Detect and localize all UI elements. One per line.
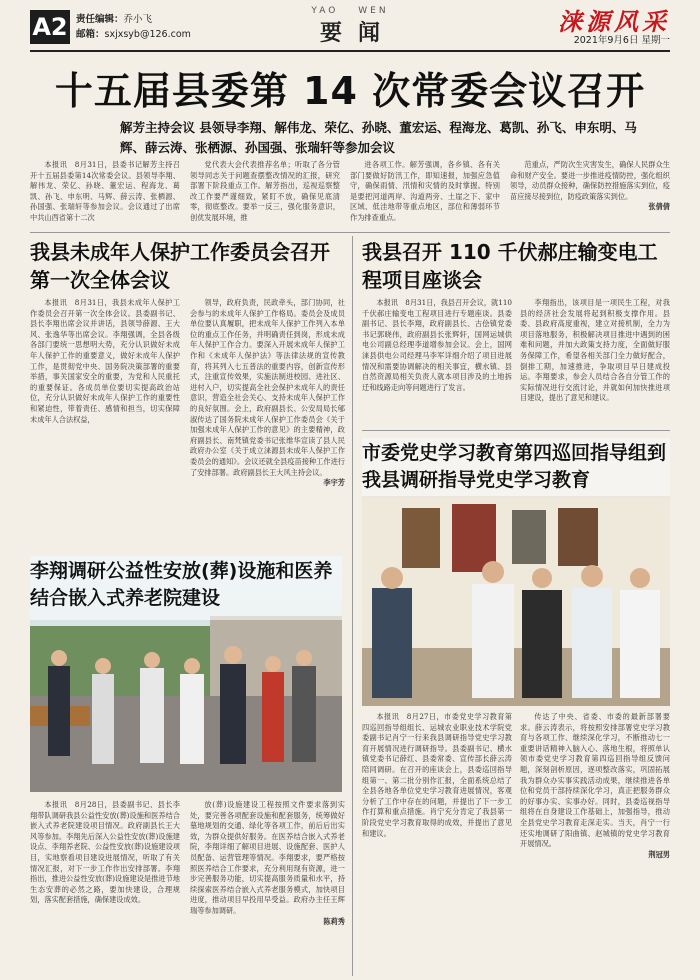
lead-column-1: 本报讯 8月31日，县委书记解芳主持召开十五届县委第14次常委会议。县领导李翔、解伟龙、荣亿、孙晓、董宏运、程海龙、葛凯、孙飞、申东明、马辉、薛云涛、张栖源、孙国强、张瑞轩等参加会议。会议通过了出席中共山西省第十二次 [30, 160, 180, 222]
minors-author: 李宇芳 [323, 478, 345, 488]
eldercare-article-title: 李翔调研公益性安放(葬)设施和医养结合嵌入式养老院建设 [30, 560, 333, 609]
lead-column-4: 范重点，严防次生灾害发生，确保人民群众生命和财产安全。要进一步推进疫情防控，强化组织领导，动员群众接种，确保防控措施落实到位，疫苗应接尽接到位，防疫政策落实到位。 张倩倩 [510, 160, 670, 212]
section-header [280, 6, 420, 47]
lead-column-2: 党代表大会代表推荐名单；听取了各分管领导同志关于问题查摆整改情况的汇报，研究部署下阶段重点工作。解芳指出，巡视巡察整改工作要严谨细致，紧盯不放，确保见底清零，彻底整改。要举一反三，强化服务意识，创优发展环境，推 [190, 160, 340, 222]
lead-headline: 十五届县委第 14 次常委会议召开 [54, 69, 646, 113]
editor-label: 责任编辑： [76, 14, 124, 25]
editor-info [76, 12, 191, 42]
party-history-photo [362, 438, 670, 706]
divider [30, 232, 670, 233]
eldercare-column-2: 放(葬)设施建设工程按照文件要求落到实处，要完善各项配套设施和配套服务，统筹做好墓地规划的交通、绿化等各项工作，前后后出实效，为群众提供好服务。在医养结合嵌入式养老院，李翔详细了解项目进展、设施配套、医护人员配备、运营管理等情况。李翔要求，要严格按照医养结合工作要求，充分利用现有资源，进一步完善服务功能，切实提高服务质量和水平，持续探索医养结合嵌入式养老服务模式，加快项目进度，推动项目早投用早受益。政府办主任王辉瑞等参加调研。 陈莉秀 [190, 800, 345, 926]
eldercare-author: 陈莉秀 [323, 916, 345, 926]
email-label: 邮箱： [76, 29, 105, 40]
party-history-article-title: 市委党史学习教育第四巡回指导组到我县调研指导党史学习教育 [362, 442, 667, 491]
masthead-rule [30, 50, 670, 52]
party-history-column-2: 传达了中央、省委、市委的最新部署要求。薛云涛表示，将按照安排部署党史学习教育与各项工作、继续深化学习，不断推动七一重要讲话精神入脑入心、落地生根，将照单认领市委党史学习教育第四巡回指导组反馈问题，深刻剖析原因，逐项整改落实，巩固拓展我为群众办实事实践活动成果，继续推进各单位和党员干部持续深化学习，真正把服务群众的好事办实、实事办好。同时，县委巡视指导组将在自身建设工作基础上，加强指导，推动全县党史学习教育走深走实。当天，肖宁一行还实地调研了阳曲镇、赵城镇的党史学习教育开展情况。 荆冠男 [520, 712, 670, 859]
issue-date: 2021年9月6日 星期一 [573, 35, 670, 46]
column-divider [352, 236, 353, 976]
transformer-column-2: 李翔指出，该项目是一项民生工程，对我县的经济社会发展将起到积极支撑作用。县委、县政府高度重视，建立对接机制，全力为项目落地服务，积极解决项目推进中遇到的困难和问题，并加大政策支持力度，全面做好服务保障工作，希望各相关部门全力做好配合，倒排工期，加速推进，争取项目早日建成投运。李翔要求，参会人员结合各自分管工作的实际情况进行交流讨论，并就如何加快推进项目建设，提出了意见和建议。 [520, 298, 670, 403]
minors-column-1: 本报讯 8月31日，我县未成年人保护工作委员会召开第一次全体会议。县委副书记、县长李翔出席会议并讲话，县领导薛源、王大风、张逸华等出席会议。李翔强调，全县各级各部门要统一思想明大势，充分认识做好未成年人保护工作的重要意义，做好未成年人保护工作，是贯彻党中央、国务院决策部署的重要举措，事关国家安全的重要，为党和人民重托的重要保证。各成员单位要切实提高政治站位，充分认识做好未成年人保护工作的重要性和紧迫性，带着责任、感情和担当，切实保障未成年人合法权益， [30, 298, 180, 424]
lead-author: 张倩倩 [648, 202, 670, 212]
eldercare-photo [30, 556, 342, 792]
newspaper-logo: 涞源风采 [558, 7, 670, 36]
section-title: 要闻 [319, 20, 396, 46]
section-pinyin-wen: WEN [358, 6, 389, 16]
transformer-article-title: 我县召开 110 千伏郝庄输变电工程项目座谈会 [362, 240, 658, 292]
party-history-author: 荆冠男 [648, 849, 670, 859]
party-history-column-1: 本报讯 8月27日，市委党史学习教育第四巡回指导组组长、运城农业职业技术学院党委副书记肖宁一行来我县调研指导党史学习教育开展情况进行调研指导。县委副书记、横水镇党委书记薛红、县委常委、宣传部长薛云涛陪同调研。在召开的座谈会上，县委巡回指导组第一、第二批分别作汇报，全面系统总结了全县各地各单位党史学习教育进展情况，客观分析了工作中存在的问题，并提出了下一步工作打算和重点措施。肖宁充分肯定了我县第一阶段党史学习教育取得的成效，并提出了意见和建议。 [362, 712, 512, 838]
editor-name: 乔小飞 [123, 14, 153, 25]
masthead [0, 0, 700, 52]
editor-email: sxjxsyb@126.com [104, 29, 191, 40]
minors-column-2: 领导，政府负责，民政牵头，部门协同，社会参与的未成年人保护工作格局。委员会及成员单位要认真履职，把未成年人保护工作列入本单位的重点工作任务，并明确责任到岗，形成未成年人保护工作合力。要深入开展未成年人保护工作和《未成年人保护法》等法律法规的宣传教育，将其列入七五普法的重要内容，创新宣传形式，注重宣传效果，实施法制进校园、进社区、进村入户，切实提高全社会保护未成年人的责任意识，营造全社会关心、支持未成年人保护工作的良好氛围。会上，政府副县长、公安局局长郇淑传达了国务院未成年人保护工作委员会《关于加强未成年人保护工作的意见》的主要精神，政府副县长、南梵镇党委书记张维华宣读了县人民政府办公室《关于成立涞源县未成年人保护工作委员会的通知》。会议还就全县疫苗接种工作进行了安排部署。政府副县长王大风主持会议。 李宇芳 [190, 298, 345, 488]
section-pinyin-yao: YAO [311, 6, 339, 16]
minors-article-title: 我县未成年人保护工作委员会召开第一次全体会议 [30, 240, 330, 292]
lead-column-3: 进各项工作。解芳强调，各乡镇、各有关部门要做好防汛工作，即知速报，加强应急值守，确保雨情、汛情和灾情的及时掌握。特别是要把河道两岸、沟道两旁、土崖之下、家中区域、低洼地带等重点地区，部位和薄弱环节作为排查重点。 [350, 160, 500, 222]
lead-subhead: 解芳主持会议 县领导李翔、解伟龙、荣亿、孙晓、董宏运、程海龙、葛凯、孙飞、申东明、马辉、薛云涛、张栖源、孙国强、张瑞轩等参加会议 [120, 120, 637, 155]
eldercare-column-1: 本报讯 8月28日，县委副书记、县长李翔带队调研我县公益性安放(葬)设施和医养结合嵌入式养老院建设项目情况。政府副县长王大风等参加。李翔先后深入公益性安放(葬)设施建设点、李翔养老院、公益性安放(葬)设施建设项目，实地察看项目建设进展情况，听取了有关情况汇报，对下一步工作作出安排部署。李翔指出，推进公益性安放(葬)设施建设是推进节地生态安葬的必然之路，要加快建设，合理规划，落实配套措施，确保建设成效。 [30, 800, 180, 905]
divider [362, 430, 670, 431]
transformer-column-1: 本报讯 8月31日，我县召开会议，就110千伏郝庄输变电工程项目进行专题座谈。县委副书记、县长李翔，政府副县长、古侩镇党委书记郭晓伟，政府副县长张辉轩，国网运城供电公司副总经理李道增参加会议。会上，国网涞县供电公司经理马李军详细介绍了项目进展情况和需要协调解决的相关事宜，横水镇、县自然资源局相关负责人就本项目涉及的土地拆迁和线路走向等问题进行了发言。 [362, 298, 512, 392]
page-number: A2 [30, 10, 70, 44]
